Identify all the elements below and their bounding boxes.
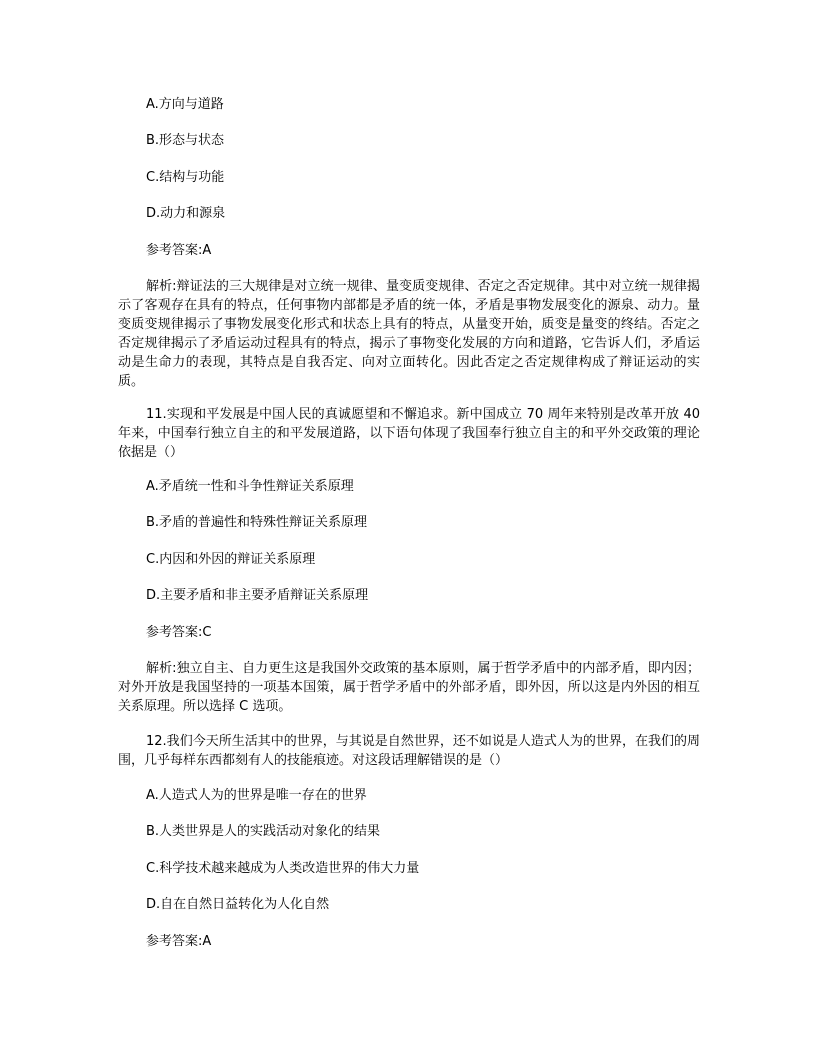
q10-option-a: A.方向与道路 (146, 97, 224, 112)
q12-option-d: D.自在自然日益转化为人化自然 (146, 897, 330, 912)
q10-answer: 参考答案:A (146, 243, 212, 258)
q11-analysis (118, 659, 700, 716)
q11-option-c: C.内因和外因的辩证关系原理 (146, 552, 316, 567)
q11-analysis-text: 解析:独立自主、自力更生这是我国外交政策的基本原则，属于哲学矛盾中的内部矛盾，即内因；对外开放是我国坚持的一项基本国策，属于哲学矛盾中的外部矛盾，即外因，所以这是内外因的相互关系原理。所以选择 C 选项。 (118, 661, 700, 714)
q11-option-b: B.矛盾的普遍性和特殊性辩证关系原理 (146, 515, 368, 530)
q10-option-c: C.结构与功能 (146, 170, 225, 185)
q11-question (118, 405, 700, 462)
q11-option-a: A.矛盾统一性和斗争性辩证关系原理 (146, 479, 354, 494)
q10-option-d: D.动力和源泉 (146, 206, 226, 221)
q11-option-d: D.主要矛盾和非主要矛盾辩证关系原理 (146, 588, 369, 603)
q10-option-b: B.形态与状态 (146, 133, 225, 148)
q10-analysis-text: 解析:辩证法的三大规律是对立统一规律、量变质变规律、否定之否定规律。其中对立统一规律揭示了客观存在具有的特点，任何事物内部都是矛盾的统一体，矛盾是事物发展变化的源泉、动力。量变质变规律揭示了事物发展变化形式和状态上具有的特点，从量变开始，质变是量变的终结。否定之否定规律揭示了矛盾运动过程具有的特点，揭示了事物变化发展的方向和道路，它告诉人们，矛盾运动是生命力的表现，其特点是自我否定、向对立面转化。因此否定之否定规律构成了辩证运动的实质。 (118, 279, 700, 389)
q12-option-a: A.人造式人为的世界是唯一存在的世界 (146, 788, 367, 803)
q12-option-c: C.科学技术越来越成为人类改造世界的伟大力量 (146, 861, 420, 876)
q10-analysis (118, 277, 700, 391)
q12-question-text: 12.我们今天所生活其中的世界，与其说是自然世界，还不如说是人造式人为的世界，在我们的周围，几乎每样东西都刻有人的技能痕迹。对这段话理解错误的是（） (118, 734, 700, 768)
q12-answer: 参考答案:A (146, 934, 212, 949)
q12-option-b: B.人类世界是人的实践活动对象化的结果 (146, 824, 381, 839)
q12-question (118, 732, 700, 770)
q11-answer: 参考答案:C (146, 625, 212, 640)
q11-question-text: 11.实现和平发展是中国人民的真诚愿望和不懈追求。新中国成立 70 周年来特别是改革开放 40 年来，中国奉行独立自主的和平发展道路，以下语句体现了我国奉行独立自主的和平外交政策的理论依据是（） (118, 407, 700, 460)
